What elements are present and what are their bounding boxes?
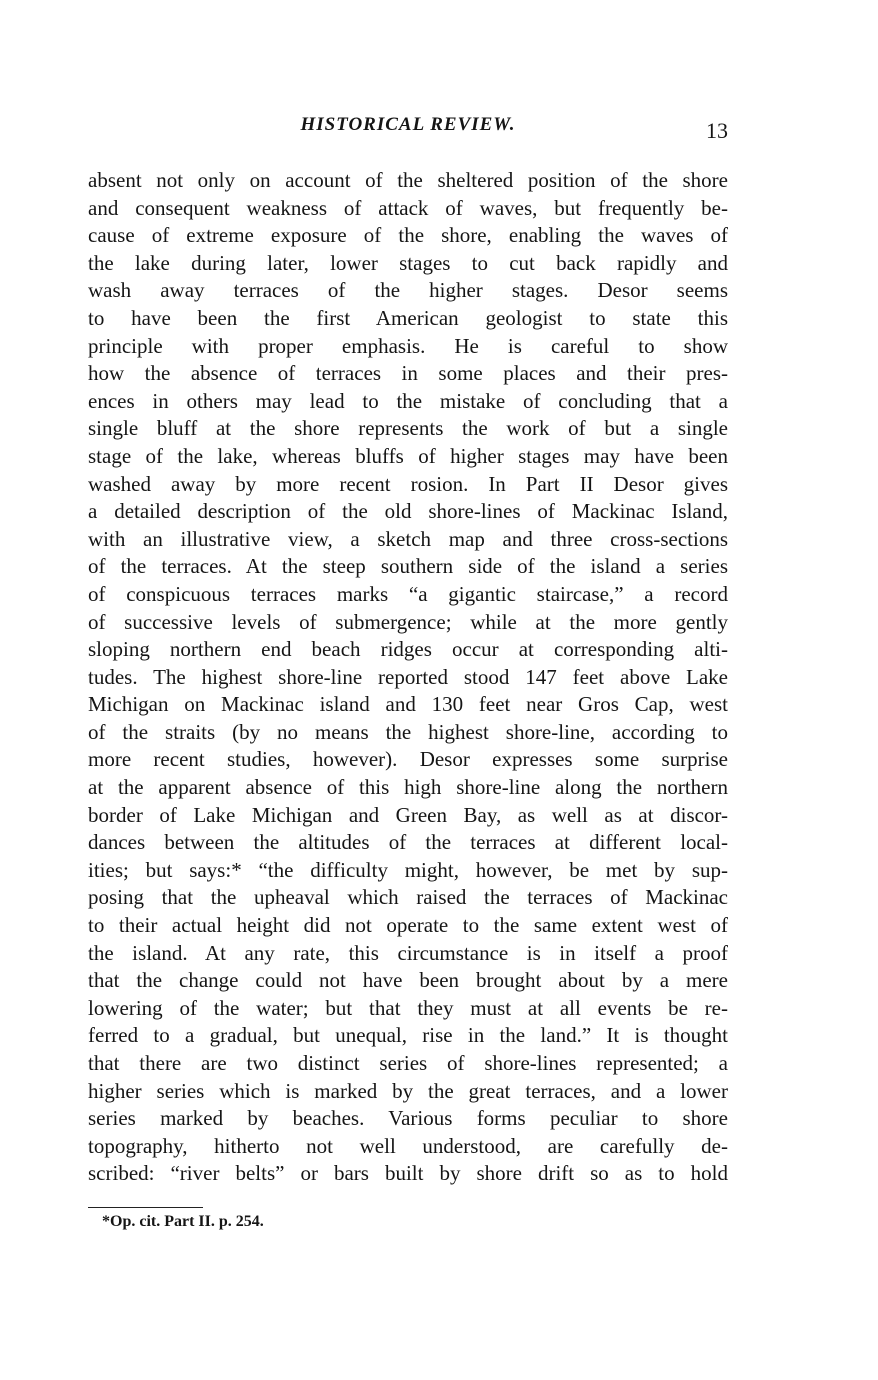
- text-line: cause of extreme exposure of the shore, enabling the waves of: [88, 223, 728, 248]
- text-line: dances between the altitudes of the terraces at different local-: [88, 830, 728, 855]
- text-line: ities; but says:* “the difficulty might, however, be met by sup-: [88, 857, 728, 882]
- text-line: to their actual height did not operate to the same extent west of: [88, 913, 728, 938]
- text-line: series marked by beaches. Various forms peculiar to shore: [88, 1106, 728, 1131]
- running-title: HISTORICAL REVIEW.: [300, 114, 516, 135]
- text-line: to have been the first American geologist to state this: [88, 305, 728, 330]
- text-line: a detailed description of the old shore-lines of Mackinac Island,: [88, 499, 728, 524]
- text-line: at the apparent absence of this high shore-line along the northern: [88, 775, 728, 800]
- text-line: single bluff at the shore represents the work of but a single: [88, 416, 728, 441]
- text-line: the island. At any rate, this circumstance is in itself a proof: [88, 940, 728, 965]
- text-line: with an illustrative view, a sketch map and three cross-sections: [88, 526, 728, 551]
- text-line: border of Lake Michigan and Green Bay, as well as at discor-: [88, 802, 728, 827]
- text-line: absent not only on account of the sheltered position of the shore: [88, 168, 728, 192]
- running-head: [88, 114, 728, 142]
- footnote: *Op. cit. Part II. p. 254.: [102, 1213, 264, 1230]
- text-line: stage of the lake, whereas bluffs of higher stages may have been: [88, 443, 728, 468]
- body-paragraph: [88, 167, 728, 1188]
- text-line: posing that the upheaval which raised the terraces of Mackinac: [88, 885, 728, 910]
- text-line: topography, hitherto not well understood, are carefully de-: [88, 1133, 728, 1158]
- text-line: of the straits (by no means the highest shore-line, according to: [88, 719, 728, 744]
- text-line: higher series which is marked by the great terraces, and a lower: [88, 1078, 728, 1103]
- page-number: 13: [706, 118, 728, 143]
- text-line: Michigan on Mackinac island and 130 feet near Gros Cap, west: [88, 692, 728, 717]
- text-line: washed away by more recent rosion. In Part II Desor gives: [88, 471, 728, 496]
- text-line: wash away terraces of the higher stages. Desor seems: [88, 278, 728, 303]
- text-line: of successive levels of submergence; while at the more gently: [88, 609, 728, 634]
- text-line: ences in others may lead to the mistake of concluding that a: [88, 388, 728, 413]
- text-line: lowering of the water; but that they must at all events be re-: [88, 995, 728, 1020]
- text-line: sloping northern end beach ridges occur at corresponding alti-: [88, 637, 728, 662]
- text-line: that the change could not have been brought about by a mere: [88, 968, 728, 993]
- text-line: principle with proper emphasis. He is careful to show: [88, 333, 728, 358]
- text-line: the lake during later, lower stages to cut back rapidly and: [88, 250, 728, 275]
- text-line: of conspicuous terraces marks “a gigantic staircase,” a record: [88, 581, 728, 606]
- text-line: tudes. The highest shore-line reported stood 147 feet above Lake: [88, 664, 728, 689]
- text-line: how the absence of terraces in some places and their pres-: [88, 361, 728, 386]
- text-line: of the terraces. At the steep southern side of the island a series: [88, 554, 728, 579]
- footnote-divider: [88, 1207, 203, 1208]
- text-line: ferred to a gradual, but unequal, rise in the land.” It is thought: [88, 1023, 728, 1048]
- text-line: and consequent weakness of attack of waves, but frequently be-: [88, 195, 728, 220]
- text-line: that there are two distinct series of shore-lines represented; a: [88, 1051, 728, 1075]
- text-line: scribed: “river belts” or bars built by shore drift so as to hold: [88, 1161, 728, 1186]
- text-line: more recent studies, however). Desor expresses some surprise: [88, 747, 728, 772]
